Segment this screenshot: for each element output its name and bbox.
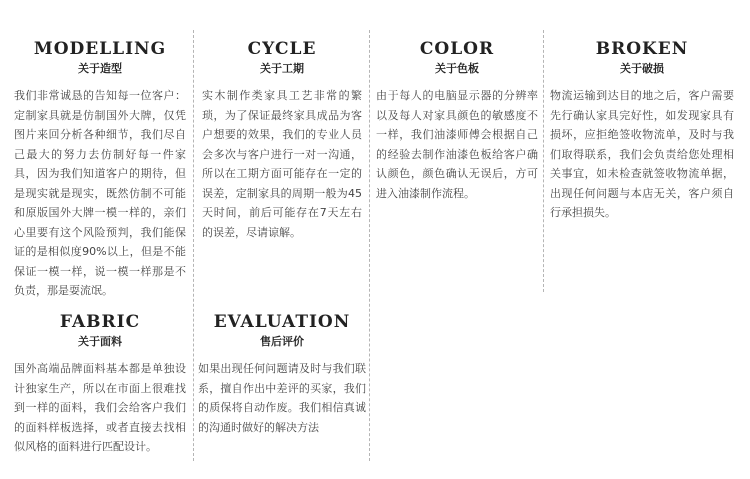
section-body: 实木制作类家具工艺非常的繁琐，为了保证最终家具成品为客户想要的效果，我们的专业人员会多次与客户进行一对一沟通，所以在工期方面可能存在一定的误差，定制家具的周期一般为45天时间，前后可能存在7天左右的误差，尽请谅解。 <box>202 89 362 239</box>
section-subtitle: 关于面料 <box>78 335 122 348</box>
section-title: EVALUATION <box>213 312 351 332</box>
section-body: 我们非常诚恳的告知每一位客户：定制家具就是仿制国外大牌，仅凭图片来回分析各种细节，我们尽自己最大的努力去仿制好每一件家具，因为我们知道客户的期待，但是现实就是现实，既然仿制不可能和原版国外大牌一模一样的，亲们心里要有这个风险预判，我们能保证的是相似度90%以上，但是不能保证一模一样，说一模一样那是不负责，那是耍流氓。 <box>14 89 186 297</box>
section-body: 物流运输到达目的地之后，客户需要先行确认家具完好性，如发现家具有损坏，应拒绝签收物流单，及时与我们取得联系，我们会负责给您处理相关事宜，如未检查就签收物流单据，出现任何问题与本店无关，客户须自行承担损失。 <box>550 89 734 219</box>
section-subtitle: 关于工期 <box>260 62 304 75</box>
section-title: BROKEN <box>595 39 689 59</box>
section-title: COLOR <box>419 39 495 59</box>
section-subtitle: 售后评价 <box>260 335 304 348</box>
section-evaluation <box>198 311 366 437</box>
section-fabric <box>14 311 186 457</box>
section-body: 国外高端品牌面料基本都是单独设计独家生产，所以在市面上很难找到一样的面料，我们会给客户我们的面料样板选择，或者直接去找相似风格的面料进行匹配设计。 <box>14 362 186 453</box>
section-body: 由于每人的电脑显示器的分辨率以及每人对家具颜色的敏感度不一样，我们油漆师傅会根据自己的经验去制作油漆色板给客户确认颜色，颜色确认无误后，方可进入油漆制作流程。 <box>376 89 538 200</box>
column-divider <box>193 30 194 461</box>
section-modelling <box>14 38 186 301</box>
section-title: MODELLING <box>33 39 167 59</box>
column-divider <box>369 30 370 461</box>
section-broken <box>550 38 734 223</box>
section-color <box>376 38 538 203</box>
section-title: CYCLE <box>247 39 317 59</box>
section-title: FABRIC <box>59 312 141 332</box>
section-subtitle: 关于造型 <box>78 62 122 75</box>
column-divider <box>543 30 544 292</box>
section-subtitle: 关于色板 <box>435 62 479 75</box>
section-subtitle: 关于破损 <box>620 62 664 75</box>
section-body: 如果出现任何问题请及时与我们联系，擅自作出中差评的买家，我们的质保将自动作废。我们相信真诚的沟通时做好的解决方法 <box>198 362 366 434</box>
section-cycle <box>202 38 362 242</box>
